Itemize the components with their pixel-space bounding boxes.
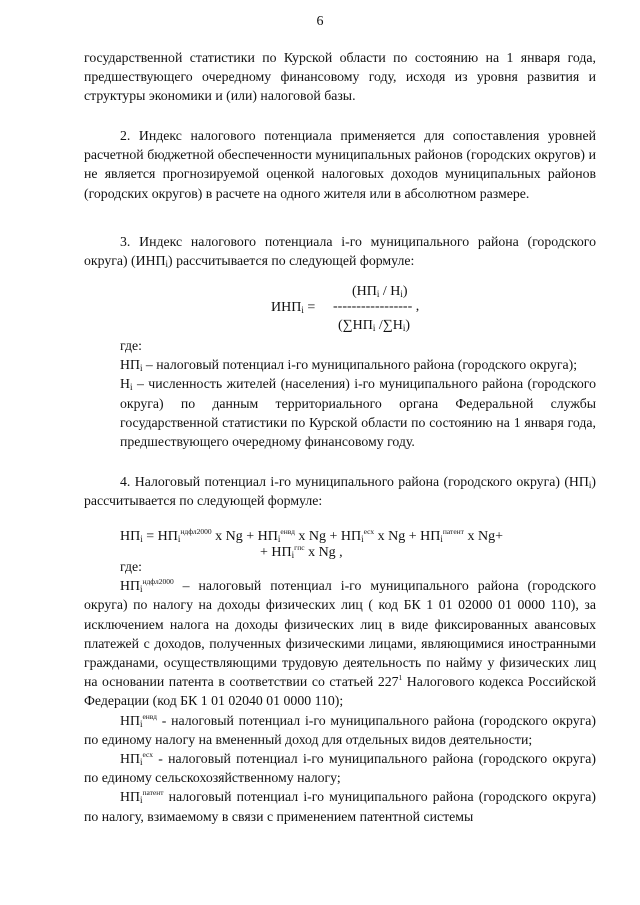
paragraph-continuation bbox=[84, 48, 596, 106]
definitions-1 bbox=[84, 336, 596, 451]
where-label-2: где: bbox=[120, 559, 142, 574]
f2-t3-tail: x Ng + НП bbox=[374, 529, 441, 544]
f2-t1-sup: ндфл2000 bbox=[180, 527, 212, 536]
def-envd-text: - налоговый потенциал i-го муниципального района (городского округа) по единому налогу на вмененный доход для отдельных видов деятельности; bbox=[84, 712, 596, 747]
def-ndfl-sup: ндфл2000 bbox=[142, 577, 174, 587]
lhs: ИНП bbox=[271, 300, 302, 315]
f2-t5-tail: x Ng , bbox=[304, 545, 343, 560]
formula-inp-denominator bbox=[338, 316, 410, 335]
f2-t4-sub: i bbox=[440, 534, 443, 544]
f2-t5-sub: i bbox=[291, 550, 295, 560]
num-mid: / Н bbox=[379, 284, 401, 299]
f2-t2-tail: x Ng + НП bbox=[294, 529, 362, 544]
def-esh bbox=[84, 749, 596, 787]
formula-inp-numerator bbox=[352, 282, 408, 301]
def-ndfl bbox=[84, 576, 596, 710]
def-n bbox=[84, 374, 596, 451]
num-sub1: i bbox=[376, 289, 380, 299]
f2-t1-sub: i bbox=[177, 534, 181, 544]
f2-line2: + НП bbox=[260, 545, 292, 560]
f2-lhs: НП bbox=[120, 529, 141, 544]
def-ndfl-text: – налоговый потенциал i-го муниципального района (городского округа) по налогу на доходы физических лиц ( код БК 1 01 02000 01 0000 110), за исключением налога на доходы физических лиц в виде фиксированных авансовых платежей с доходов, полученных физическими лицами, являющимися иностранными гражданами, осуществляющими трудовую деятельность по найму у физических лиц на основании патента в соответствии со статьей 227 bbox=[84, 578, 596, 690]
den-sub1: i bbox=[372, 323, 376, 333]
item-3-text bbox=[84, 232, 596, 270]
def-n-sub: i bbox=[129, 382, 133, 393]
def-np-sym: НП bbox=[120, 357, 140, 373]
item-4 bbox=[84, 472, 596, 510]
den-end: ) bbox=[405, 318, 411, 333]
def-patent-sup: патент bbox=[142, 788, 164, 798]
def-esh-sym: НП bbox=[120, 751, 140, 767]
def-n-text: – численность жителей (населения) i-го муниципального района (городского округа) по данным территориального органа Федеральной службы государственной статистики по Курской области по состоянию на 1 января года, предшествующего очередному финансовому году. bbox=[120, 376, 596, 450]
den-a: (∑НП bbox=[338, 318, 373, 333]
item-4-sub: i bbox=[588, 480, 592, 490]
def-n-sym: Н bbox=[120, 376, 130, 392]
f2-t1: = НП bbox=[146, 529, 178, 544]
def-esh-sup: есх bbox=[142, 750, 153, 760]
item-3-sub: i bbox=[165, 259, 169, 270]
paragraph-text: государственной статистики по Курской области по состоянию на 1 января года, предшествующего очередному финансовому году, исходя из уровня развития и структуры экономики и (или) налоговой базы. bbox=[84, 50, 596, 104]
def-patent-sub: i bbox=[139, 795, 143, 806]
def-np-sub: i bbox=[139, 363, 143, 374]
def-ndfl-sup2: 1 bbox=[398, 673, 403, 683]
lhs-sub: i bbox=[301, 305, 304, 315]
formula-inp-lhs bbox=[271, 298, 315, 317]
f2-t3-sup: есх bbox=[363, 527, 375, 536]
f2-t2-sub: i bbox=[277, 534, 281, 544]
def-ndfl-sym: НП bbox=[120, 578, 140, 594]
num-a: (НП bbox=[352, 284, 377, 299]
item-3-tail: ) рассчитывается по следующей формуле: bbox=[168, 253, 415, 269]
item-4-text bbox=[84, 472, 596, 510]
num-end: ) bbox=[402, 284, 408, 299]
item-2-text: 2. Индекс налогового потенциала применяется для сопоставления уровней расчетной бюджетной обеспеченности муниципальных районов (городских округов) и не является прогнозируемой оценкой налоговых доходов муниципальных районов (городских округов) в расчете на одного жителя или в абсолютном размере. bbox=[84, 128, 596, 201]
trailing-comma: , bbox=[415, 299, 420, 314]
eq-sign: = bbox=[307, 300, 316, 315]
item-3-lead: 3. Индекс налогового потенциала i-го муниципального района (городского округа) (ИНП bbox=[84, 234, 596, 269]
def-np-text: – налоговый потенциал i-го муниципального района (городского округа); bbox=[142, 357, 578, 373]
item-4-tail: ) рассчитывается по следующей формуле: bbox=[84, 474, 596, 509]
def-patent-text: налоговый потенциал i-го муниципального района (городского округа) по налогу, взимаемому в связи с применением патентной системы bbox=[84, 789, 596, 824]
def-envd-sym: НП bbox=[120, 712, 140, 728]
page-number: 6 bbox=[316, 14, 324, 29]
f2-t4-sup: патент bbox=[442, 527, 464, 536]
num-sub2: i bbox=[400, 289, 403, 299]
f2-t4-tail: x Ng+ bbox=[463, 529, 503, 544]
where-label-1: где: bbox=[120, 338, 142, 353]
fraction-line: ----------------- bbox=[333, 299, 413, 314]
definitions-2 bbox=[84, 557, 596, 826]
formula-inp-fraction-line bbox=[333, 297, 419, 316]
formula-np-line1 bbox=[120, 527, 503, 546]
def-patent bbox=[84, 787, 596, 825]
f2-t2-sup: енвд bbox=[280, 527, 295, 536]
def-np bbox=[84, 355, 596, 374]
def-ndfl-sub: i bbox=[139, 584, 143, 595]
item-2 bbox=[84, 126, 596, 203]
f2-t5-sup: гпс bbox=[294, 543, 305, 552]
def-envd-sub: i bbox=[139, 718, 143, 729]
item-3 bbox=[84, 232, 596, 270]
f2-t3-sub: i bbox=[361, 534, 364, 544]
def-ndfl-text2: Налогового кодекса Российской Федерации (код БК 1 01 02040 01 0000 110); bbox=[84, 674, 596, 709]
f2-t1-tail: x Ng + НП bbox=[211, 529, 278, 544]
def-esh-sub: i bbox=[139, 757, 143, 768]
def-patent-sym: НП bbox=[120, 789, 140, 805]
f2-lhs-sub: i bbox=[140, 534, 143, 544]
den-sub2: i bbox=[402, 323, 406, 333]
den-mid: /∑Н bbox=[375, 318, 403, 333]
def-envd bbox=[84, 711, 596, 749]
item-4-lead: 4. Налоговый потенциал i-го муниципального района (городского округа) (НП bbox=[120, 474, 589, 489]
def-envd-sup: енвд bbox=[142, 711, 157, 721]
def-esh-text: - налоговый потенциал i-го муниципального района (городского округа) по единому сельскохозяйственному налогу; bbox=[84, 751, 596, 786]
